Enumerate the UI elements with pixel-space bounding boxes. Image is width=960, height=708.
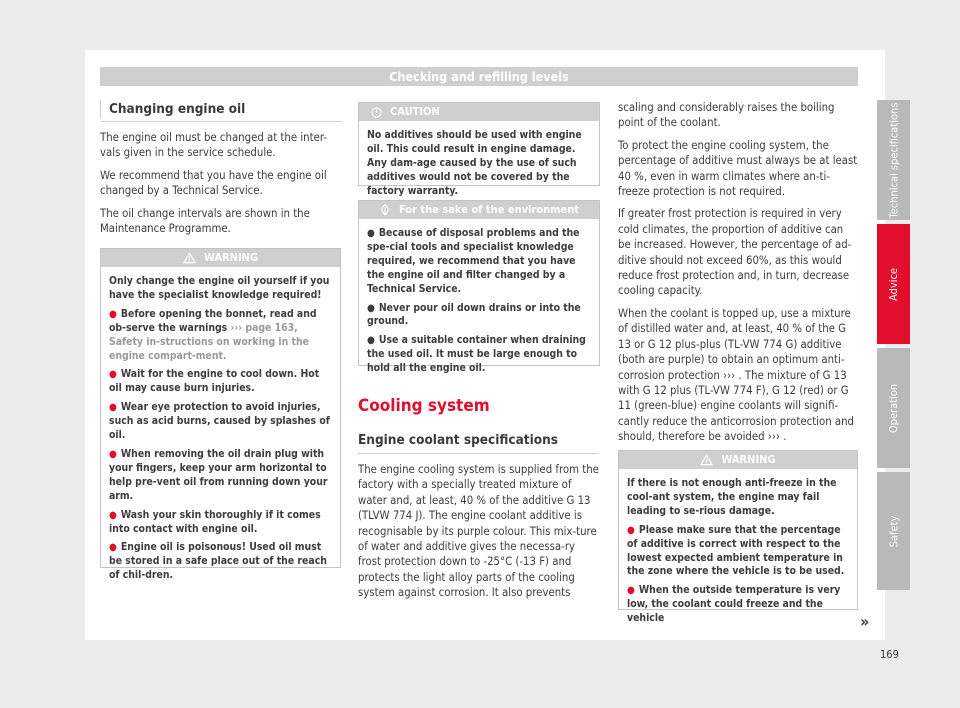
warning-bullet: ● Before opening the bonnet, read and ob-serve the warnings ››› page 163, Safety in-structions on working in the engine compart-ment. bbox=[109, 307, 317, 362]
warning-bullet: ● Wear eye protection to avoid injuries, such as acid burns, caused by splashes of oil. bbox=[109, 401, 330, 442]
warning-bullet: ● When removing the oil drain plug with your fingers, keep your arm horizontal to help pre-vent oil from running down your arm. bbox=[109, 447, 328, 502]
tab-operation[interactable]: Operation bbox=[877, 348, 910, 468]
warning-bullet: ● Wash your skin thoroughly if it comes into contact with engine oil. bbox=[109, 508, 321, 535]
warning-bullet: ● Please make sure that the percentage of additive is correct with respect to the lowest expected ambient temperature in the zone where the vehicle is to be used. bbox=[627, 523, 845, 578]
environment-bullet: ● Because of disposal problems and the spe-cial tools and specialist knowledge required, we recommend that you have the engine oil and filter changed by a Technical Service. bbox=[367, 227, 580, 295]
bullet-icon: ● bbox=[109, 448, 117, 460]
environment-bullet: ● Never pour oil down drains or into the ground. bbox=[367, 301, 581, 328]
right-paragraph: If greater frost protection is required in very cold climates, the proportion of additive can be increased. However, the percentage of ad-ditive should not exceed 60%, as this would reduce frost protection and, in turn, decrease cooling capacity. bbox=[618, 207, 852, 298]
caution-box-header bbox=[359, 103, 599, 121]
bullet-icon: ● bbox=[627, 524, 635, 536]
warning-body bbox=[619, 469, 857, 639]
warning-box-coolant bbox=[618, 450, 858, 625]
warning-triangle-icon bbox=[183, 252, 196, 264]
caution-label: CAUTION bbox=[390, 105, 440, 118]
tab-technical-specifications[interactable]: Technical specifications bbox=[877, 100, 910, 220]
warning-body bbox=[101, 267, 340, 596]
environment-label: For the sake of the environment bbox=[398, 203, 579, 216]
warning-box-oil bbox=[100, 248, 341, 582]
bullet-icon: ● bbox=[109, 402, 117, 414]
right-paragraph: When the coolant is topped up, use a mixture of distilled water and, at least, 40 % of the G 13 or G 12 plus-plus (TL-VW 774 G) additive (both are purple) to obtain an optimum anti-corrosion protection ››› . The mixture of G 13 with G 12 plus (TL-VW 774 F), G 12 (red) or G 11 (green-blue) engine coolants will signifi-cantly reduce the anticorrosion protection and should, therefore be avoided ››› . bbox=[618, 306, 855, 444]
warning-bullet: ● When the outside temperature is very low, the coolant could freeze and the vehicle bbox=[627, 584, 841, 625]
caution-box bbox=[358, 102, 600, 197]
section-title-cooling: Cooling system bbox=[358, 396, 490, 416]
bullet-icon: ● bbox=[109, 542, 117, 554]
environment-box-header bbox=[359, 201, 599, 219]
left-paragraph: The engine oil must be changed at the inter-vals given in the service schedule. bbox=[100, 131, 327, 160]
section-heading-change-oil: Changing engine oil bbox=[100, 100, 342, 118]
warning-label: WARNING bbox=[203, 251, 259, 264]
warning-intro: If there is not enough anti-freeze in the cool-ant system, the engine may fail leading to se-rious damage. bbox=[627, 477, 837, 517]
bullet-icon: ● bbox=[627, 585, 635, 597]
continue-arrow: » bbox=[860, 612, 870, 631]
environment-body bbox=[359, 219, 599, 389]
warning-intro: Only change the engine oil yourself if you have the specialist knowledge required! bbox=[109, 275, 330, 301]
bullet-icon: ● bbox=[109, 369, 117, 381]
warning-label: WARNING bbox=[721, 453, 776, 466]
bullet-icon: ● bbox=[367, 302, 375, 314]
right-paragraphs bbox=[618, 100, 858, 452]
page-number: 169 bbox=[880, 648, 899, 661]
bullet-icon: ● bbox=[109, 308, 117, 320]
right-paragraph: scaling and considerably raises the boiling point of the coolant. bbox=[618, 101, 835, 130]
page-link[interactable]: ››› page 163, Safety in-structions on working in the engine compart-ment. bbox=[109, 321, 310, 362]
sub-heading-coolant-spec: Engine coolant specifications bbox=[358, 432, 598, 448]
bullet-icon: ● bbox=[367, 228, 375, 239]
left-paragraph: We recommend that you have the engine oil changed by a Technical Service. bbox=[100, 168, 327, 198]
leaf-icon bbox=[379, 204, 391, 216]
environment-bullet: ● Use a suitable container when draining the used oil. It must be large enough to hold all the engine oil. bbox=[367, 334, 586, 375]
info-circle-icon bbox=[371, 107, 382, 118]
warning-box-header bbox=[101, 249, 340, 267]
left-paragraphs bbox=[100, 130, 340, 243]
running-header: Checking and refilling levels bbox=[100, 67, 858, 86]
warning-bullet: ● Engine oil is poisonous! Used oil must be stored in a safe place out of the reach of chil-dren. bbox=[109, 541, 327, 582]
warning-box-header bbox=[619, 451, 857, 469]
right-paragraph: To protect the engine cooling system, the percentage of additive must always be at least 40 %, even in warm climates where an-ti-freeze protection is not required. bbox=[618, 138, 858, 199]
bullet-icon: ● bbox=[109, 509, 117, 521]
warning-bullet: ● Wait for the engine to cool down. Hot oil may cause burn injuries. bbox=[109, 368, 320, 395]
left-paragraph: The oil change intervals are shown in the Maintenance Programme. bbox=[100, 206, 310, 236]
environment-box bbox=[358, 200, 600, 375]
caution-body: No additives should be used with engine oil. This could result in engine damage. Any dam-age caused by the use of such additives would not be covered by the factory warranty. bbox=[367, 129, 582, 197]
tab-advice[interactable]: Advice bbox=[877, 224, 910, 344]
bullet-icon: ● bbox=[367, 335, 375, 347]
tab-safety[interactable]: Safety bbox=[877, 472, 910, 590]
warning-triangle-icon bbox=[700, 454, 713, 466]
middle-body: The engine cooling system is supplied from the factory with a specially treated mixture of water and, at least, 40 % of the additive G 13 (TLVW 774 J). The engine coolant additive is recognisable by its purple colour. This mix-ture of water and additive gives the necessa-ry frost protection down to -25°C (-13 F) and protects the light alloy parts of the cooling system against corrosion. It also prevents bbox=[358, 463, 599, 600]
